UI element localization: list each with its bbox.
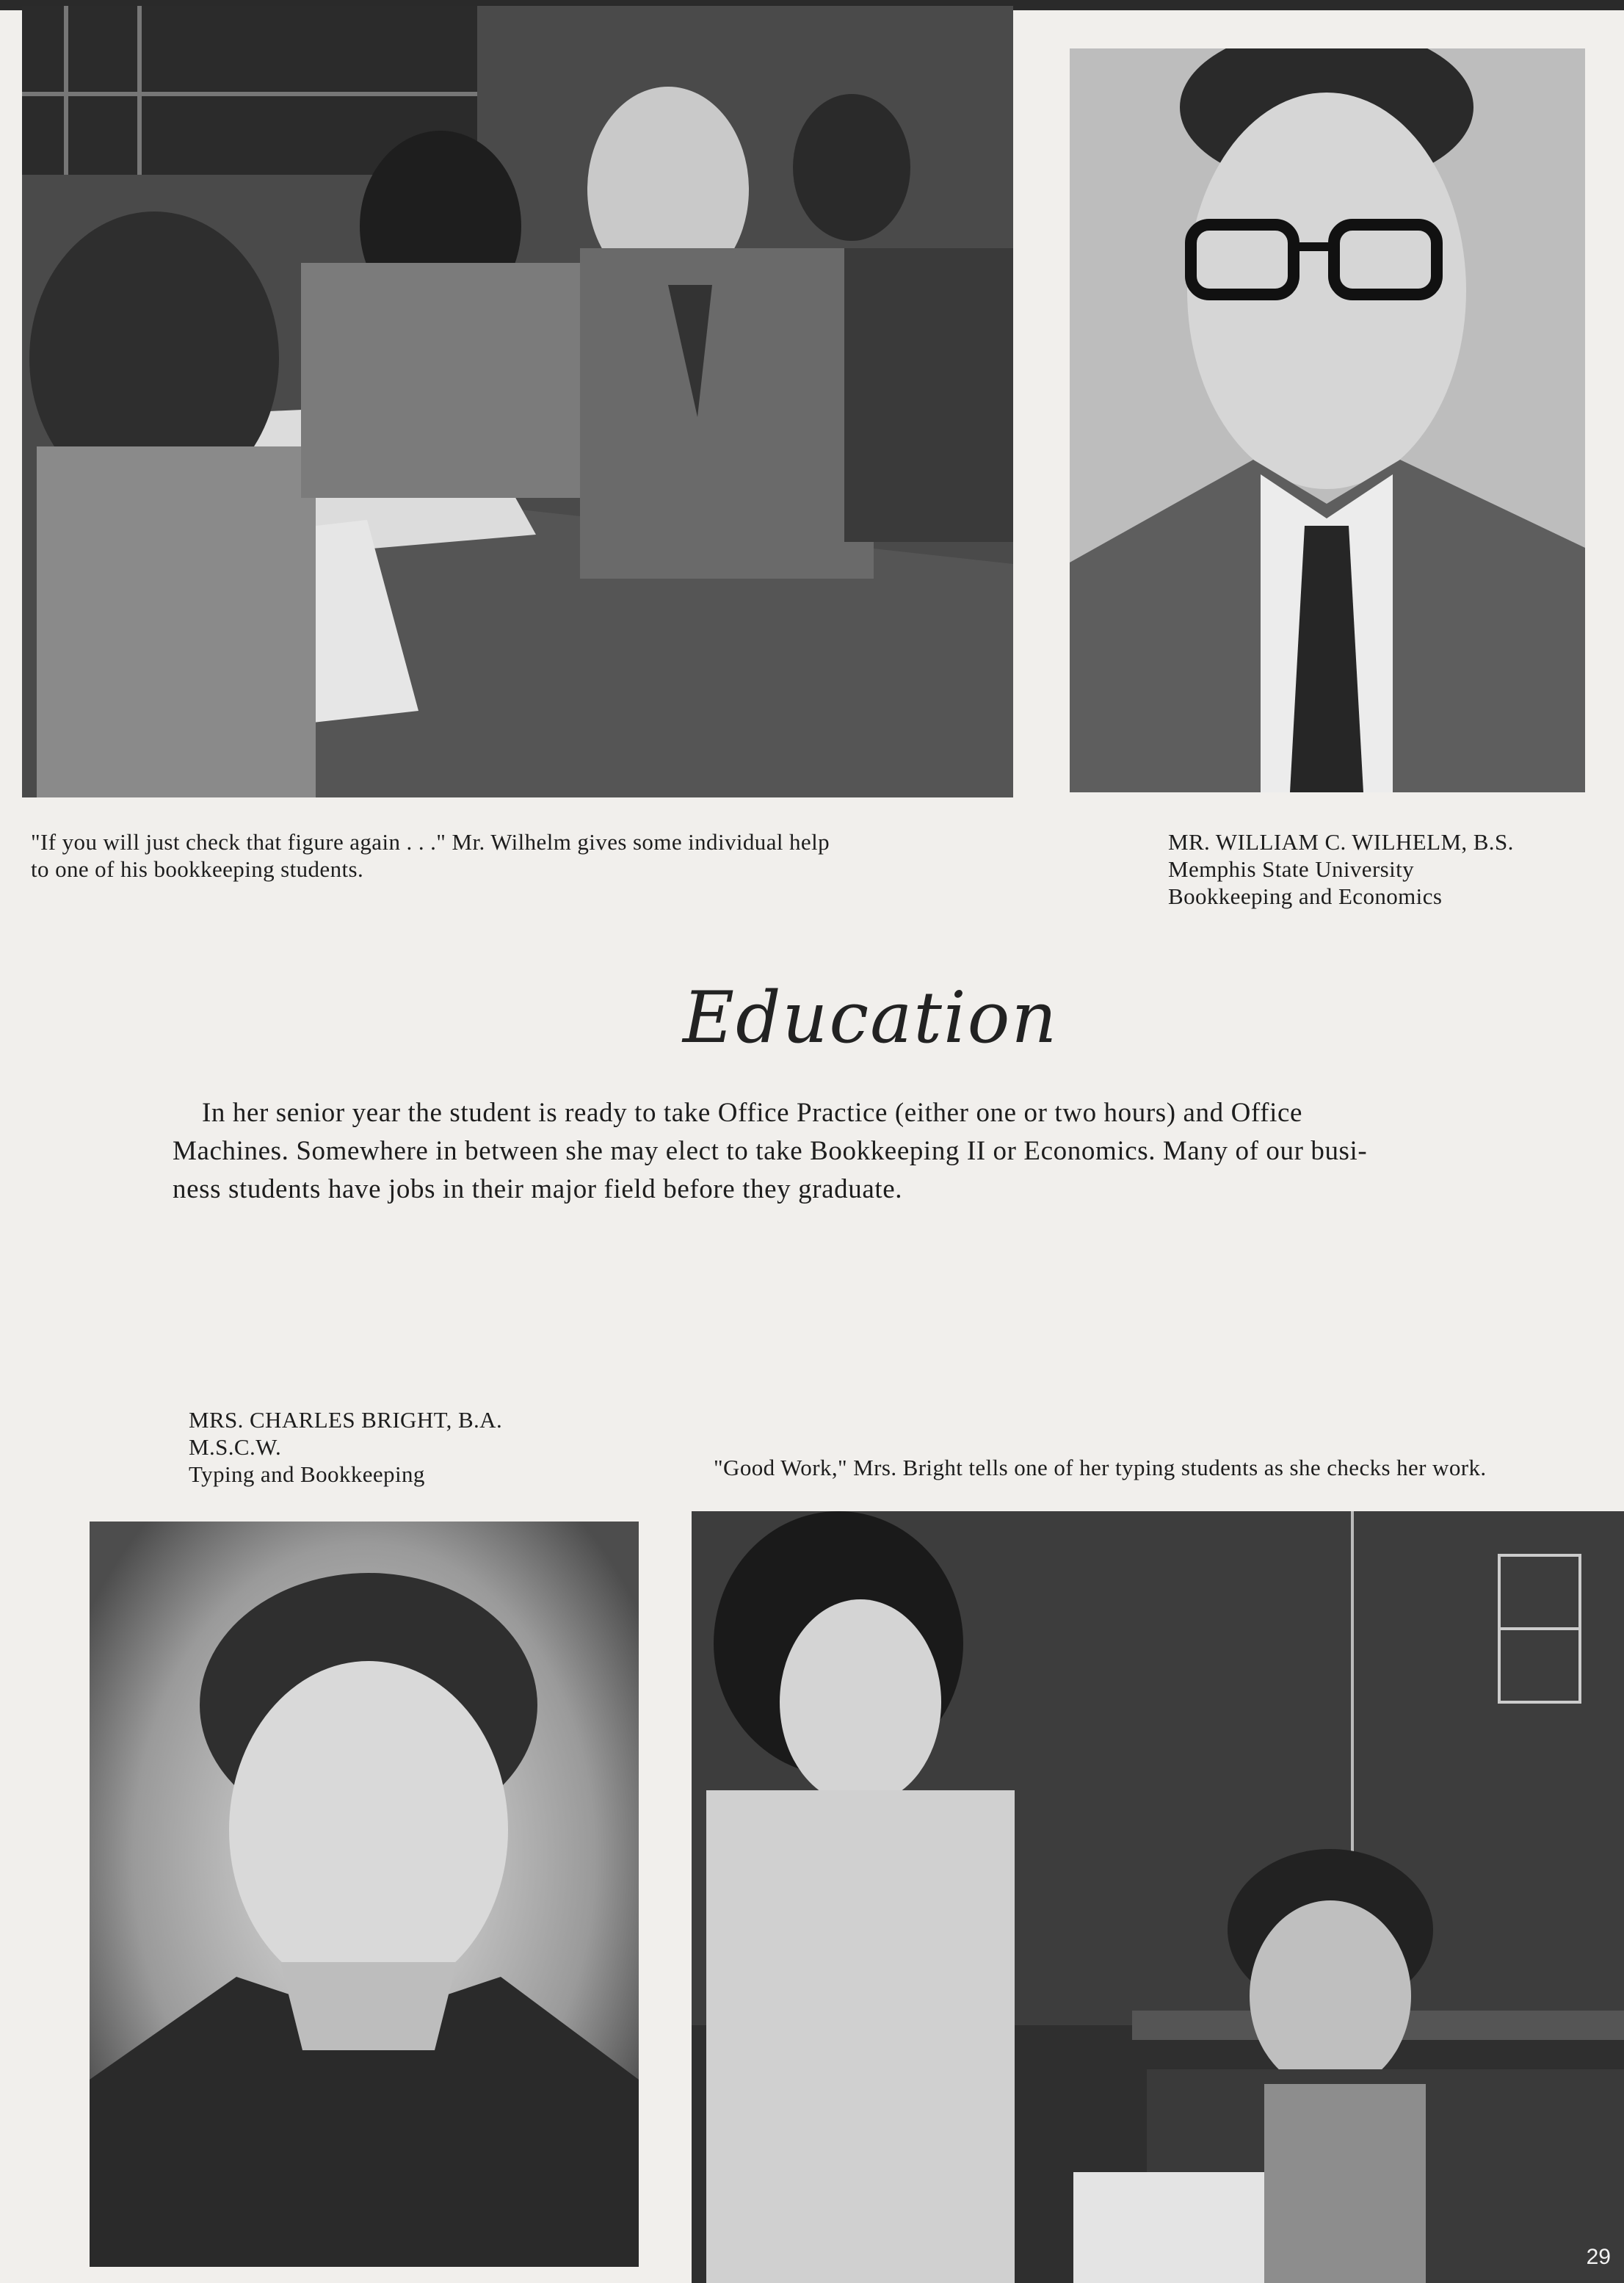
- bright-portrait: [90, 1522, 639, 2267]
- section-body: [173, 1094, 1494, 1209]
- top-caption-line: to one of his bookkeeping students.: [31, 856, 364, 882]
- page-number: 29: [1586, 2245, 1611, 2269]
- body-line: Machines. Somewhere in between she may elect to take Bookkeeping II or Economics. Many of our busi-: [173, 1136, 1368, 1166]
- wilhelm-subjects: Bookkeeping and Economics: [1168, 883, 1443, 909]
- bottom-photo-caption: [714, 1454, 1487, 1481]
- bottom-caption-line: "Good Work," Mrs. Bright tells one of her typing students as she checks her work.: [714, 1455, 1487, 1480]
- wilhelm-credentials: [1168, 828, 1514, 910]
- bright-credentials: [189, 1406, 502, 1488]
- body-line: ness students have jobs in their major field before they graduate.: [173, 1174, 903, 1204]
- bookkeeping-class-photo: [22, 6, 1013, 797]
- body-line: In her senior year the student is ready to take Office Practice (either one or two hours) and Office: [202, 1098, 1303, 1128]
- bright-name: MRS. CHARLES BRIGHT, B.A.: [189, 1407, 503, 1433]
- top-photo-caption: [31, 828, 830, 883]
- wilhelm-name: MR. WILLIAM C. WILHELM, B.S.: [1168, 829, 1514, 855]
- wilhelm-portrait: [1070, 48, 1585, 792]
- bright-school: M.S.C.W.: [189, 1434, 282, 1460]
- wilhelm-school: Memphis State University: [1168, 856, 1415, 882]
- typing-class-photo: [692, 1511, 1624, 2283]
- top-caption-line: "If you will just check that figure again . . ." Mr. Wilhelm gives some individual help: [31, 829, 830, 855]
- bright-subjects: Typing and Bookkeeping: [189, 1461, 425, 1487]
- section-title: Education: [683, 977, 1059, 1059]
